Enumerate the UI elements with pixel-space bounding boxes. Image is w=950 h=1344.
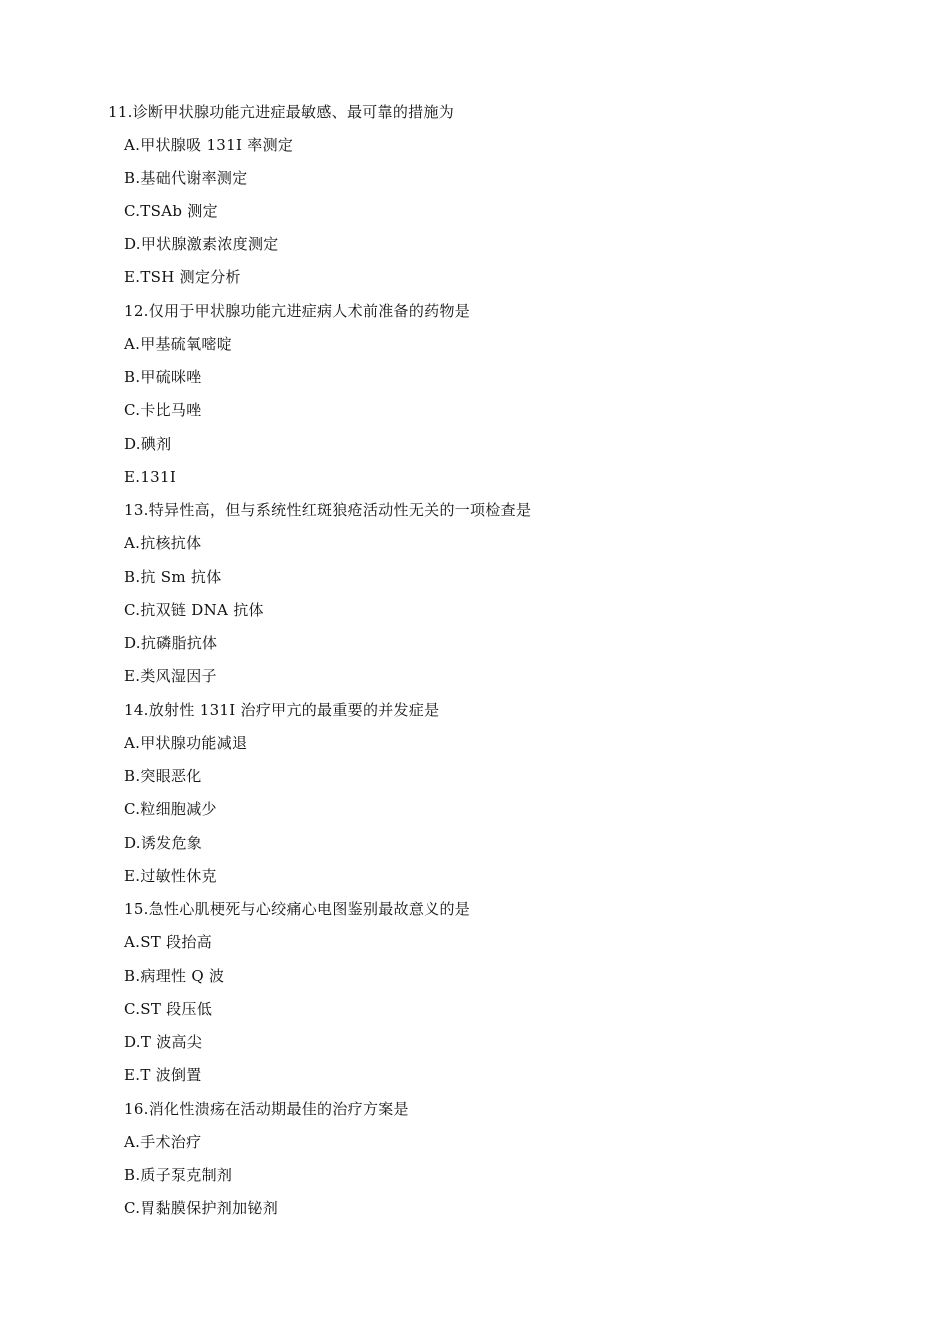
question-14-option-e: E.过敏性休克: [124, 867, 217, 885]
question-12-option-b: B.甲硫咪唑: [124, 368, 202, 386]
question-12-stem: 12.仅用于甲状腺功能亢进症病人术前准备的药物是: [124, 302, 471, 320]
question-15-option-b: B.病理性 Q 波: [124, 967, 225, 985]
question-16-stem: 16.消化性溃疡在活动期最佳的治疗方案是: [124, 1100, 409, 1118]
question-12-option-c: C.卡比马唑: [124, 401, 202, 419]
question-16-option-b: B.质子泵克制剂: [124, 1166, 233, 1184]
question-12-option-d: D.碘剂: [124, 435, 172, 453]
question-14-stem: 14.放射性 131I 治疗甲亢的最重要的并发症是: [124, 701, 440, 719]
question-12-option-e: E.131I: [124, 468, 177, 486]
question-11-option-a: A.甲状腺吸 131I 率测定: [124, 136, 294, 154]
question-12-option-a: A.甲基硫氧嘧啶: [124, 335, 233, 353]
question-14-option-a: A.甲状腺功能减退: [124, 734, 248, 752]
question-14-option-c: C.粒细胞减少: [124, 800, 217, 818]
question-13-option-a: A.抗核抗体: [124, 534, 202, 552]
question-11-option-b: B.基础代谢率测定: [124, 169, 248, 187]
question-13-option-b: B.抗 Sm 抗体: [124, 568, 222, 586]
question-13-option-e: E.类风湿因子: [124, 667, 217, 685]
question-15-stem: 15.急性心肌梗死与心绞痛心电图鉴别最故意义的是: [124, 900, 471, 918]
question-15-option-e: E.T 波倒置: [124, 1066, 202, 1084]
question-16-option-a: A.手术治疗: [124, 1133, 202, 1151]
question-15-option-d: D.T 波高尖: [124, 1033, 203, 1051]
question-13-stem: 13.特异性高，但与系统性红斑狼疮活动性无关的一项检查是: [124, 501, 532, 519]
question-11-option-d: D.甲状腺激素浓度测定: [124, 235, 279, 253]
question-11-option-c: C.TSAb 测定: [124, 202, 218, 220]
question-13-option-c: C.抗双链 DNA 抗体: [124, 601, 264, 619]
question-11-option-e: E.TSH 测定分析: [124, 268, 241, 286]
question-15-option-c: C.ST 段压低: [124, 1000, 213, 1018]
question-14-option-b: B.突眼恶化: [124, 767, 202, 785]
question-14-option-d: D.诱发危象: [124, 834, 203, 852]
question-13-option-d: D.抗磷脂抗体: [124, 634, 218, 652]
question-16-option-c: C.胃黏膜保护剂加铋剂: [124, 1199, 279, 1217]
question-15-option-a: A.ST 段抬高: [124, 933, 213, 951]
question-11-stem: 11.诊断甲状腺功能亢进症最敏感、最可靠的措施为: [108, 103, 455, 121]
